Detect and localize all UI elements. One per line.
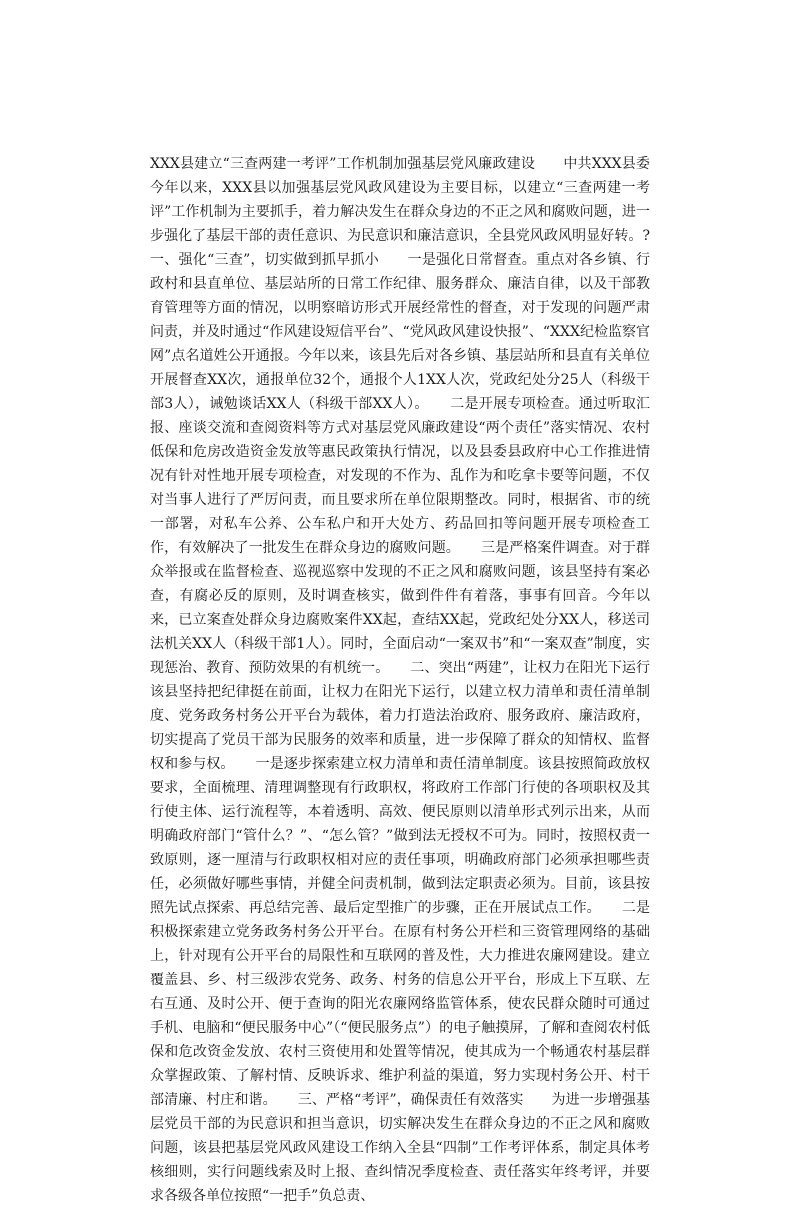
- document-page: [150, 152, 678, 1208]
- document-body-text: XXX县建立“三查两建一考评”工作机制加强基层党风廉政建设 中共XXX县委 今年以来，XXX县以加强基层党风政风建设为主要目标，以建立“三查两建一考评”工作机制为主要抓手，着力解决发生在群众身边的不正之风和腐败问题，进一步强化了基层干部的责任意识、为民意识和廉洁意识，全县党风政风明显好转。? 一、强化“三查”，切实做到抓早抓小 一是强化日常督查。重点对各乡镇、行政村和县直单位、基层站所的日常工作纪律、服务群众、廉洁自律，以及干部教育管理等方面的情况，以明察暗访形式开展经常性的督查，对于发现的问题严肃问责，并及时通过“作风建设短信平台”、“党风政风建设快报”、“XXX纪检监察官网”点名道姓公开通报。今年以来，该县先后对各乡镇、基层站所和县直有关单位开展督查XX次，通报单位32个，通报个人1XX人次，党政纪处分25人（科级干部3人），诫勉谈话XX人（科级干部XX人）。 二是开展专项检查。通过听取汇报、座谈交流和查阅资料等方式对基层党风廉政建设“两个责任”落实情况、农村低保和危房改造资金发放等惠民政策执行情况，以及县委县政府中心工作推进情况有针对性地开展专项检查，对发现的不作为、乱作为和吃拿卡要等问题，不仅对当事人进行了严厉问责，而且要求所在单位限期整改。同时，根据省、市的统一部署，对私车公养、公车私户和开大处方、药品回扣等问题开展专项检查工作，有效解决了一批发生在群众身边的腐败问题。 三是严格案件调查。对于群众举报或在监督检查、巡视巡察中发现的不正之风和腐败问题，该县坚持有案必查，有腐必反的原则，及时调查核实，做到件件有着落，事事有回音。今年以来，已立案查处群众身边腐败案件XX起，查结XX起，党政纪处分XX人，移送司法机关XX人（科级干部1人）。同时，全面启动“一案双书”和“一案双查”制度，实现惩治、教育、预防效果的有机统一。 二、突出“两建”，让权力在阳光下运行 该县坚持把纪律挺在前面，让权力在阳光下运行，以建立权力清单和责任清单制度、党务政务村务公开平台为载体，着力打造法治政府、服务政府、廉洁政府，切实提高了党员干部为民服务的效率和质量，进一步保障了群众的知情权、监督权和参与权。 一是逐步探索建立权力清单和责任清单制度。该县按照简政放权要求，全面梳理、清理调整现有行政职权，将政府工作部门行使的各项职权及其行使主体、运行流程等，本着透明、高效、便民原则以清单形式列示出来，从而明确政府部门“管什么？”、“怎么管？”做到法无授权不可为。同时，按照权责一致原则，逐一厘清与行政职权相对应的责任事项，明确政府部门必须承担哪些责任，必须做好哪些事情，并健全问责机制，做到法定职责必须为。目前，该县按照先试点探索、再总结完善、最后定型推广的步骤，正在开展试点工作。 二是积极探索建立党务政务村务公开平台。在原有村务公开栏和三资管理网络的基础上，针对现有公开平台的局限性和互联网的普及性，大力推进农廉网建设。建立覆盖县、乡、村三级涉农党务、政务、村务的信息公开平台，形成上下互联、左右互通、及时公开、便于查询的阳光农廉网络监管体系，使农民群众随时可通过手机、电脑和“便民服务中心”（“便民服务点”）的电子触摸屏，了解和查阅农村低保和危改资金发放、农村三资使用和处置等情况，使其成为一个畅通农村基层群众掌握政策、了解村情、反映诉求、维护利益的渠道，努力实现村务公开、村干部清廉、村庄和谐。 三、严格“考评”，确保责任有效落实 为进一步增强基层党员干部的为民意识和担当意识，切实解决发生在群众身边的不正之风和腐败问题，该县把基层党风政风建设工作纳入全县“四制”工作考评体系，制定具体考核细则，实行问题线索及时上报、查纠情况季度检查、责任落实年终考评，并要求各级各单位按照“一把手”负总责、: [150, 156, 678, 1204]
